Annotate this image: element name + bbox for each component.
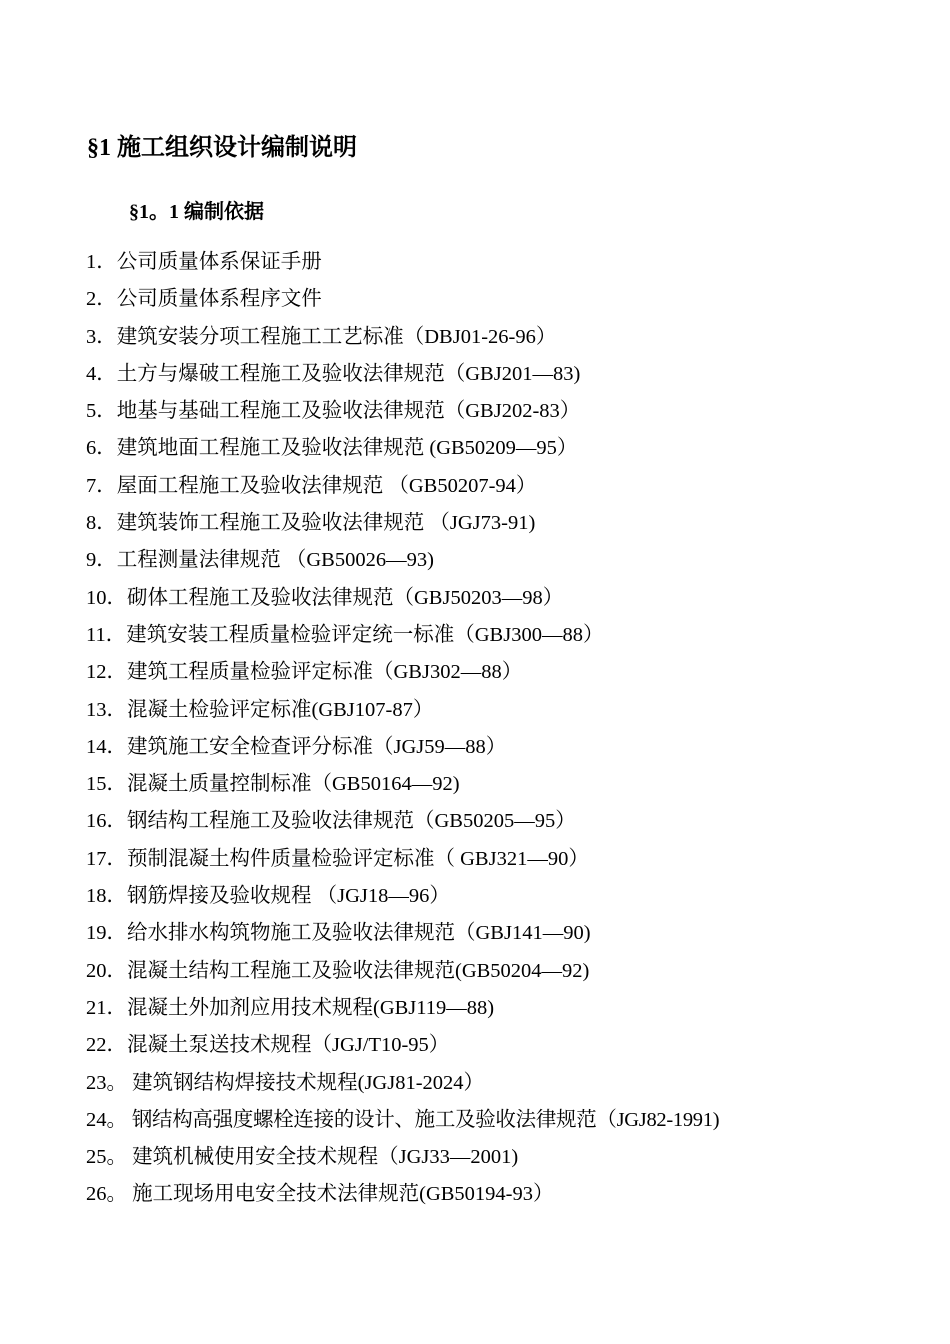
reference-number: 8．	[86, 512, 117, 535]
reference-text: 建筑钢结构焊接技术规程(JGJ81-2024）	[127, 1071, 485, 1094]
reference-number: 22．	[86, 1034, 127, 1057]
reference-number: 16．	[86, 810, 127, 833]
reference-number: 20．	[86, 959, 127, 982]
reference-item	[86, 766, 719, 803]
reference-number: 24。	[86, 1108, 127, 1131]
reference-item	[86, 990, 719, 1027]
reference-number: 17．	[86, 847, 127, 870]
section-title: §1。1 编制依据	[129, 201, 264, 223]
reference-text: 地基与基础工程施工及验收法律规范（GBJ202-83）	[116, 400, 581, 423]
reference-item	[86, 617, 719, 654]
reference-number: 11．	[86, 623, 127, 646]
reference-text: 预制混凝土构件质量检验评定标准（ GBJ321—90）	[127, 847, 589, 870]
reference-item	[86, 878, 719, 915]
reference-item	[86, 729, 719, 766]
reference-item	[86, 542, 719, 579]
reference-item	[86, 654, 719, 691]
reference-item	[86, 1176, 719, 1213]
reference-number: 23。	[86, 1071, 127, 1094]
reference-text: 混凝土结构工程施工及验收法律规范(GB50204—92)	[127, 959, 590, 982]
reference-text: 建筑工程质量检验评定标准（GBJ302—88）	[127, 661, 523, 684]
reference-item	[86, 505, 719, 542]
reference-number: 6．	[86, 437, 117, 460]
reference-number: 3．	[86, 325, 117, 348]
reference-item	[86, 1065, 719, 1102]
reference-text: 混凝土泵送技术规程（JGJ/T10-95）	[127, 1034, 450, 1057]
reference-item	[86, 692, 719, 729]
reference-text: 建筑地面工程施工及验收法律规范 (GB50209—95）	[116, 437, 578, 460]
reference-number: 9．	[86, 549, 117, 572]
reference-number: 26。	[86, 1183, 127, 1206]
reference-number: 12．	[86, 661, 127, 684]
reference-list	[86, 244, 719, 1214]
reference-text: 建筑安装工程质量检验评定统一标准（GBJ300—88）	[126, 623, 604, 646]
reference-item	[86, 1139, 719, 1176]
reference-item	[86, 915, 719, 952]
reference-text: 建筑装饰工程施工及验收法律规范 （JGJ73-91)	[116, 512, 536, 535]
reference-item	[86, 1027, 719, 1064]
reference-item	[86, 430, 719, 467]
reference-number: 18．	[86, 885, 127, 908]
reference-text: 公司质量体系程序文件	[116, 288, 322, 311]
reference-text: 建筑机械使用安全技术规程（JGJ33—2001)	[127, 1146, 519, 1169]
reference-text: 建筑施工安全检查评分标准（JGJ59—88）	[127, 735, 507, 758]
reference-number: 7．	[86, 474, 117, 497]
reference-text: 钢筋焊接及验收规程 （JGJ18—96）	[127, 885, 450, 908]
reference-text: 混凝土检验评定标准(GBJ107-87）	[127, 698, 434, 721]
reference-text: 砌体工程施工及验收法律规范（GBJ50203—98）	[127, 586, 564, 609]
reference-text: 工程测量法律规范 （GB50026—93)	[116, 549, 434, 572]
reference-item	[86, 841, 719, 878]
reference-text: 钢结构高强度螺栓连接的设计、施工及验收法律规范（JGJ82-1991)	[127, 1108, 720, 1131]
reference-item	[86, 319, 719, 356]
reference-text: 混凝土外加剂应用技术规程(GBJ119—88)	[127, 996, 495, 1019]
reference-text: 给水排水构筑物施工及验收法律规范（GBJ141—90)	[127, 922, 591, 945]
reference-text: 钢结构工程施工及验收法律规范（GB50205—95）	[127, 810, 576, 833]
chapter-title: §1 施工组织设计编制说明	[87, 135, 357, 161]
reference-number: 2．	[86, 288, 117, 311]
reference-text: 混凝土质量控制标准（GB50164—92)	[127, 773, 460, 796]
reference-item	[86, 393, 719, 430]
reference-item	[86, 1102, 719, 1139]
reference-number: 21．	[86, 996, 127, 1019]
reference-item	[86, 281, 719, 318]
reference-item	[86, 244, 719, 281]
reference-number: 14．	[86, 735, 127, 758]
reference-item	[86, 468, 719, 505]
reference-item	[86, 356, 719, 393]
reference-text: 公司质量体系保证手册	[116, 251, 322, 273]
reference-number: 19．	[86, 922, 127, 945]
reference-item	[86, 803, 719, 840]
reference-text: 施工现场用电安全技术法律规范(GB50194-93）	[127, 1183, 554, 1206]
reference-item	[86, 953, 719, 990]
reference-item	[86, 580, 719, 617]
reference-text: 屋面工程施工及验收法律规范 （GB50207-94）	[116, 474, 537, 497]
reference-number: 1．	[86, 251, 117, 273]
reference-number: 13．	[86, 698, 127, 721]
reference-text: 建筑安装分项工程施工工艺标准（DBJ01-26-96）	[116, 325, 557, 348]
reference-number: 25。	[86, 1146, 127, 1169]
reference-text: 土方与爆破工程施工及验收法律规范（GBJ201—83)	[116, 362, 581, 385]
reference-number: 4．	[86, 362, 117, 385]
reference-number: 10．	[86, 586, 127, 609]
reference-number: 5．	[86, 400, 117, 423]
reference-number: 15．	[86, 773, 127, 796]
